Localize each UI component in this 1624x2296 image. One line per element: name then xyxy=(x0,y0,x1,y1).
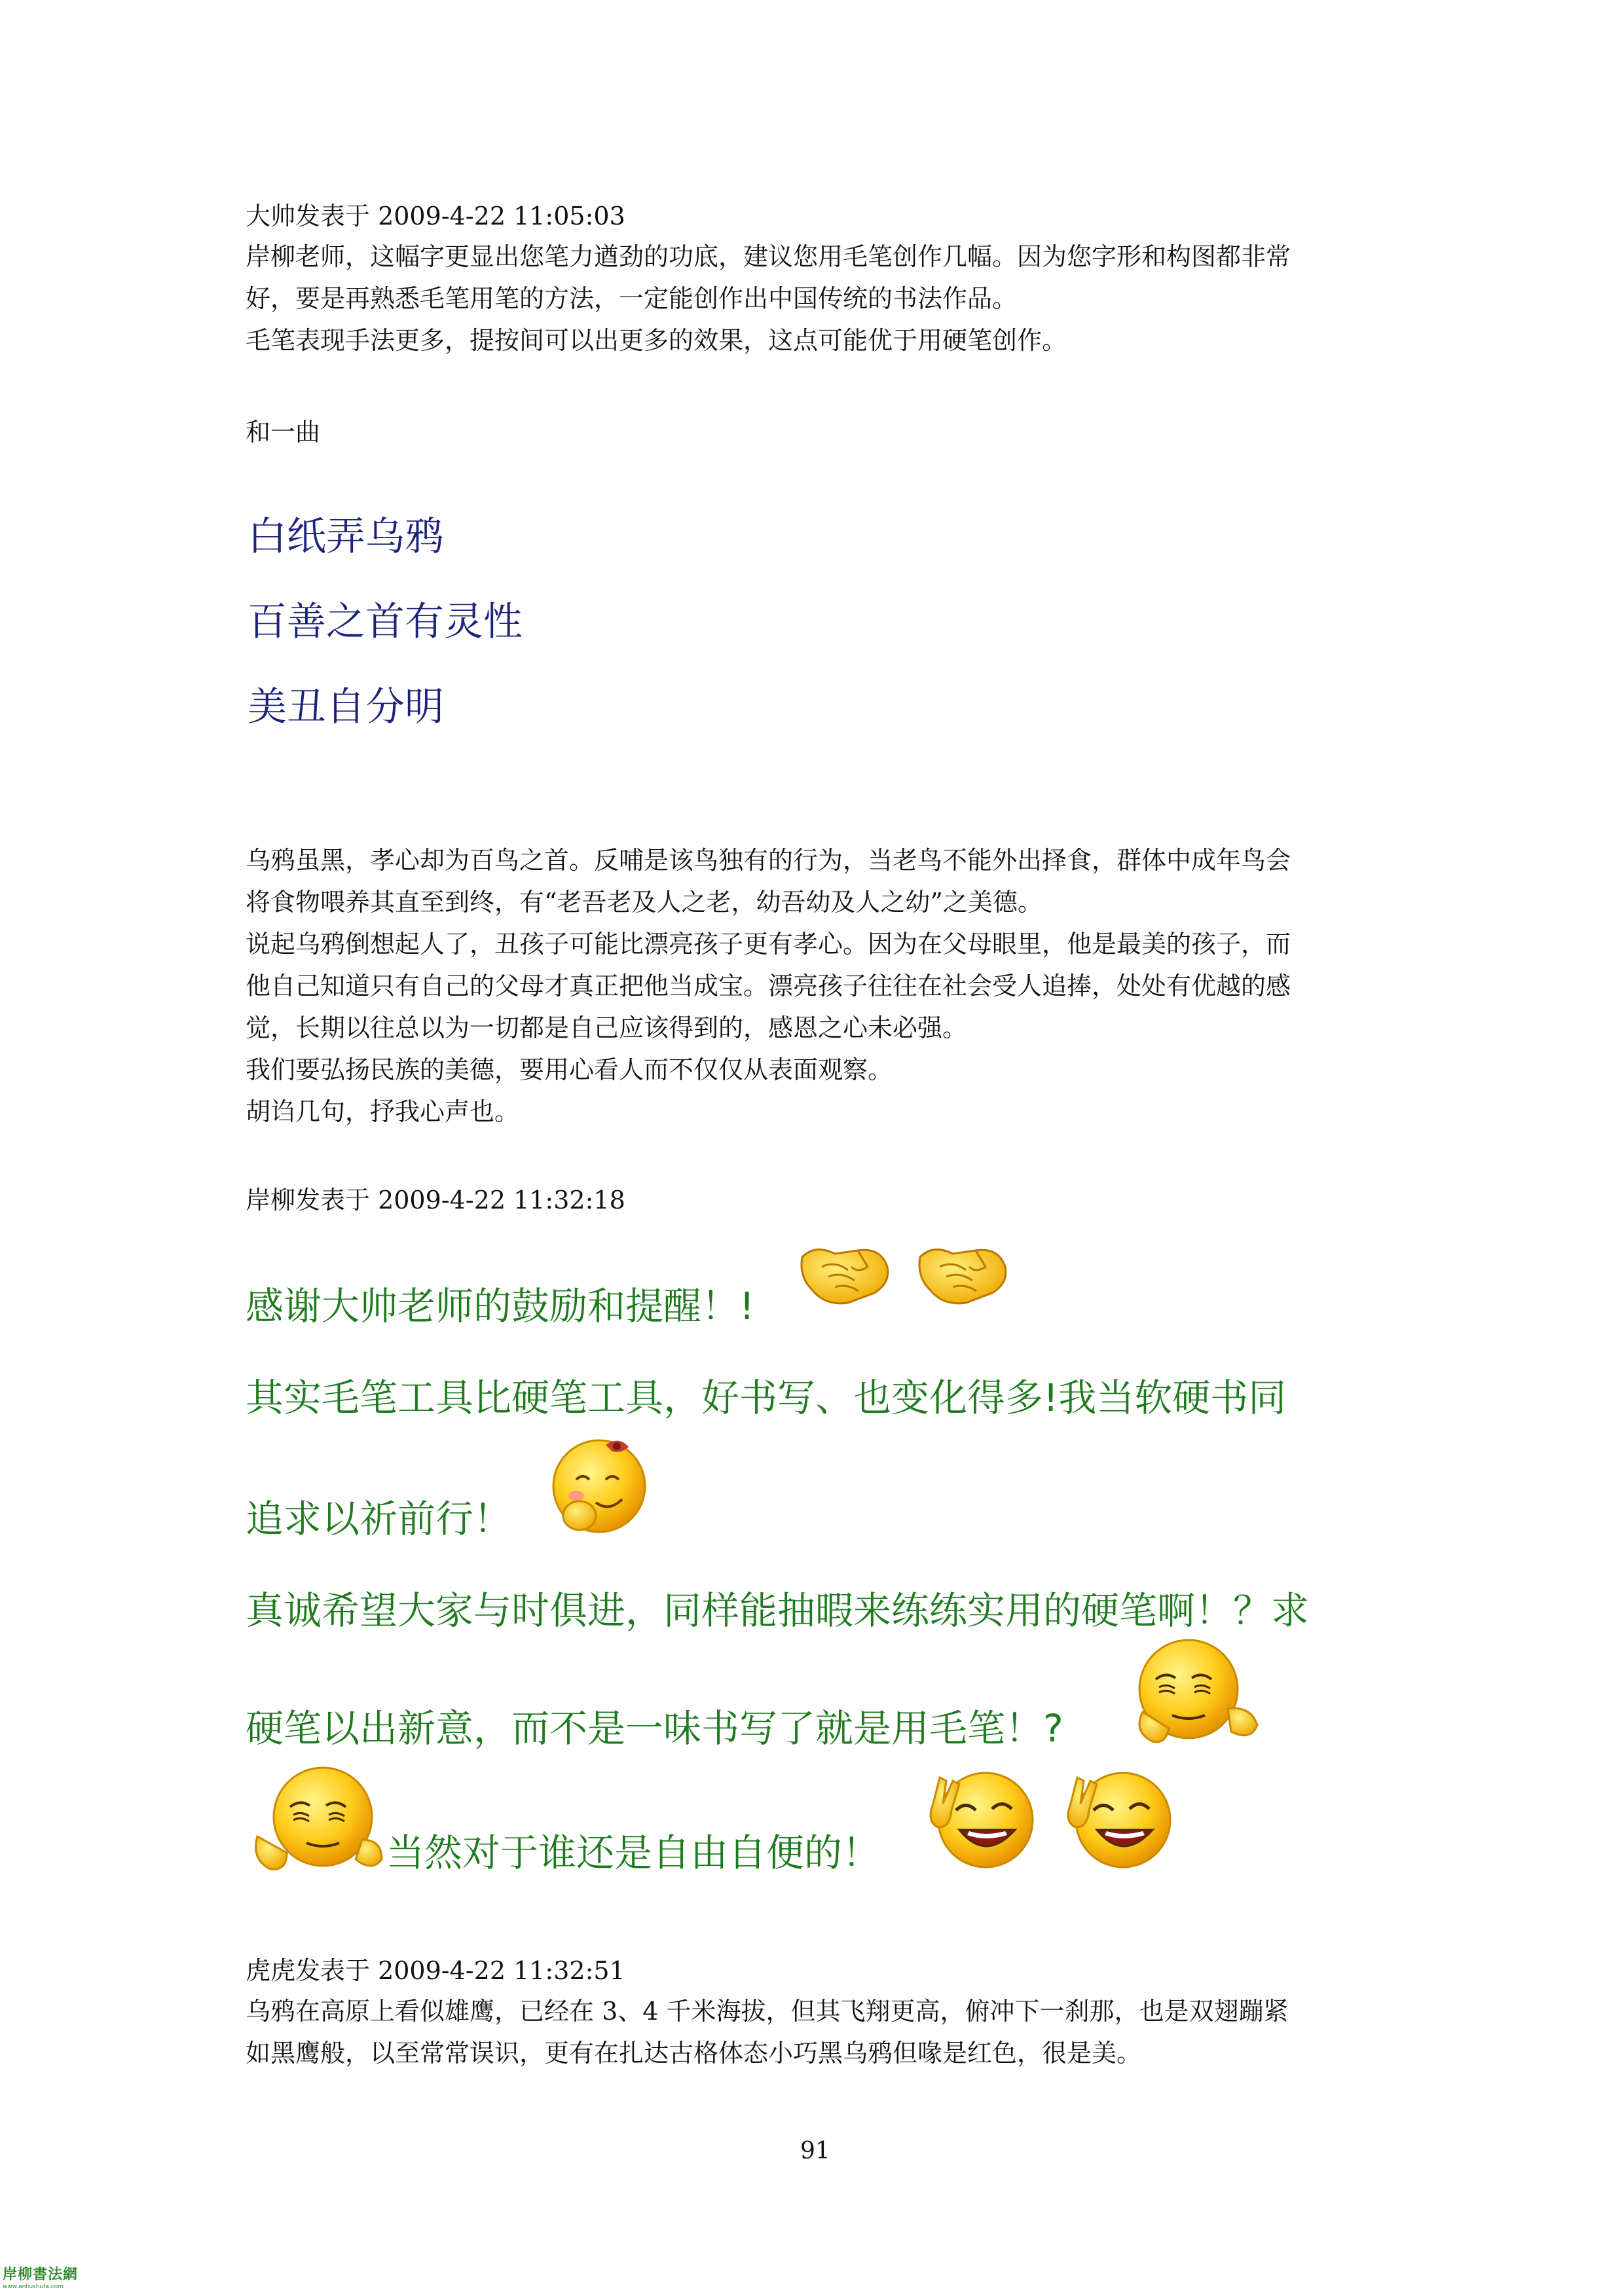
essay-line: 胡诌几句，抒我心声也。 xyxy=(246,1097,520,1126)
reply-line: 感谢大帅老师的鼓励和提醒！! xyxy=(246,1284,755,1328)
essay-line: 他自己知道只有自己的父母才真正把他当成宝。漂亮孩子往往在社会受人追捧，处处有优越的感 xyxy=(246,972,1291,1000)
shy-smile-icon xyxy=(544,1430,655,1542)
reply-line: 当然对于谁还是自由自便的！ xyxy=(386,1831,881,1875)
laughing-peace-icon xyxy=(920,1764,1038,1882)
post-line: 好，要是再熟悉毛笔用笔的方法，一定能创作出中国传统的书法作品。 xyxy=(246,284,1018,313)
reply-line: 硬笔以出新意，而不是一味书写了就是用毛笔！? xyxy=(246,1706,1063,1751)
post-line: 毛笔表现手法更多，提按间可以出更多的效果，这点可能优于用硬笔创作。 xyxy=(246,326,1067,355)
essay-line: 乌鸦虽黑，孝心却为百鸟之首。反哺是该鸟独有的行为，当老鸟不能外出择食，群体中成年鸟会 xyxy=(246,846,1291,875)
post-line: 如黑鹰般，以至常常误识，更有在扎达古格体态小巧黑乌鸦但喙是红色，很是美。 xyxy=(246,2039,1142,2068)
logo-text: 岸柳書法網 xyxy=(3,2267,79,2283)
post-header: 大帅发表于 2009-4-22 11:05:03 xyxy=(246,202,625,230)
reply-line: 真诚希望大家与时俱进，同样能抽暇来练练实用的硬笔啊！？求 xyxy=(246,1588,1310,1633)
poem-line: 美丑自分明 xyxy=(248,684,444,730)
post-header: 虎虎发表于 2009-4-22 11:32:51 xyxy=(246,1956,625,1985)
handshake-icon xyxy=(796,1237,894,1309)
essay-line: 说起乌鸦倒想起人了，丑孩子可能比漂亮孩子更有孝心。因为在父母眼里，他是最美的孩子，而 xyxy=(246,930,1291,958)
post-header: 岸柳发表于 2009-4-22 11:32:18 xyxy=(246,1186,625,1214)
page-number: 91 xyxy=(800,2138,830,2164)
essay-line: 我们要弘扬民族的美德，要用心看人而不仅仅从表面观察。 xyxy=(246,1055,893,1084)
content-smile-icon xyxy=(1126,1633,1264,1751)
site-logo xyxy=(3,2267,88,2293)
essay-line: 将食物喂养其直至到终，有“老吾老及人之老，幼吾幼及人之幼”之美德。 xyxy=(246,888,1043,917)
reply-heading: 和一曲 xyxy=(246,418,321,446)
post-line: 岸柳老师，这幅字更显出您笔力遒劲的功底，建议您用毛笔创作几幅。因为您字形和构图都非常 xyxy=(246,242,1291,271)
reply-line: 追求以祈前行！ xyxy=(246,1497,512,1541)
logo-url: www.anliushufa.com xyxy=(3,2284,64,2290)
handshake-icon xyxy=(913,1237,1012,1309)
content-smile-icon xyxy=(248,1761,385,1879)
reply-line: 其实毛笔工具比硬笔工具，好书写、也变化得多!我当软硬书同 xyxy=(246,1376,1287,1420)
essay-line: 觉，长期以往总以为一切都是自己应该得到的，感恩之心未必强。 xyxy=(246,1013,968,1042)
poem-line: 百善之首有灵性 xyxy=(248,599,523,645)
poem-line: 白纸弄乌鸦 xyxy=(248,514,444,560)
post-line: 乌鸦在高原上看似雄鹰，已经在 3、4 千米海拔，但其飞翔更高，俯冲下一刹那，也是双翅蹦紧 xyxy=(246,1997,1289,2026)
laughing-peace-icon xyxy=(1058,1764,1175,1882)
